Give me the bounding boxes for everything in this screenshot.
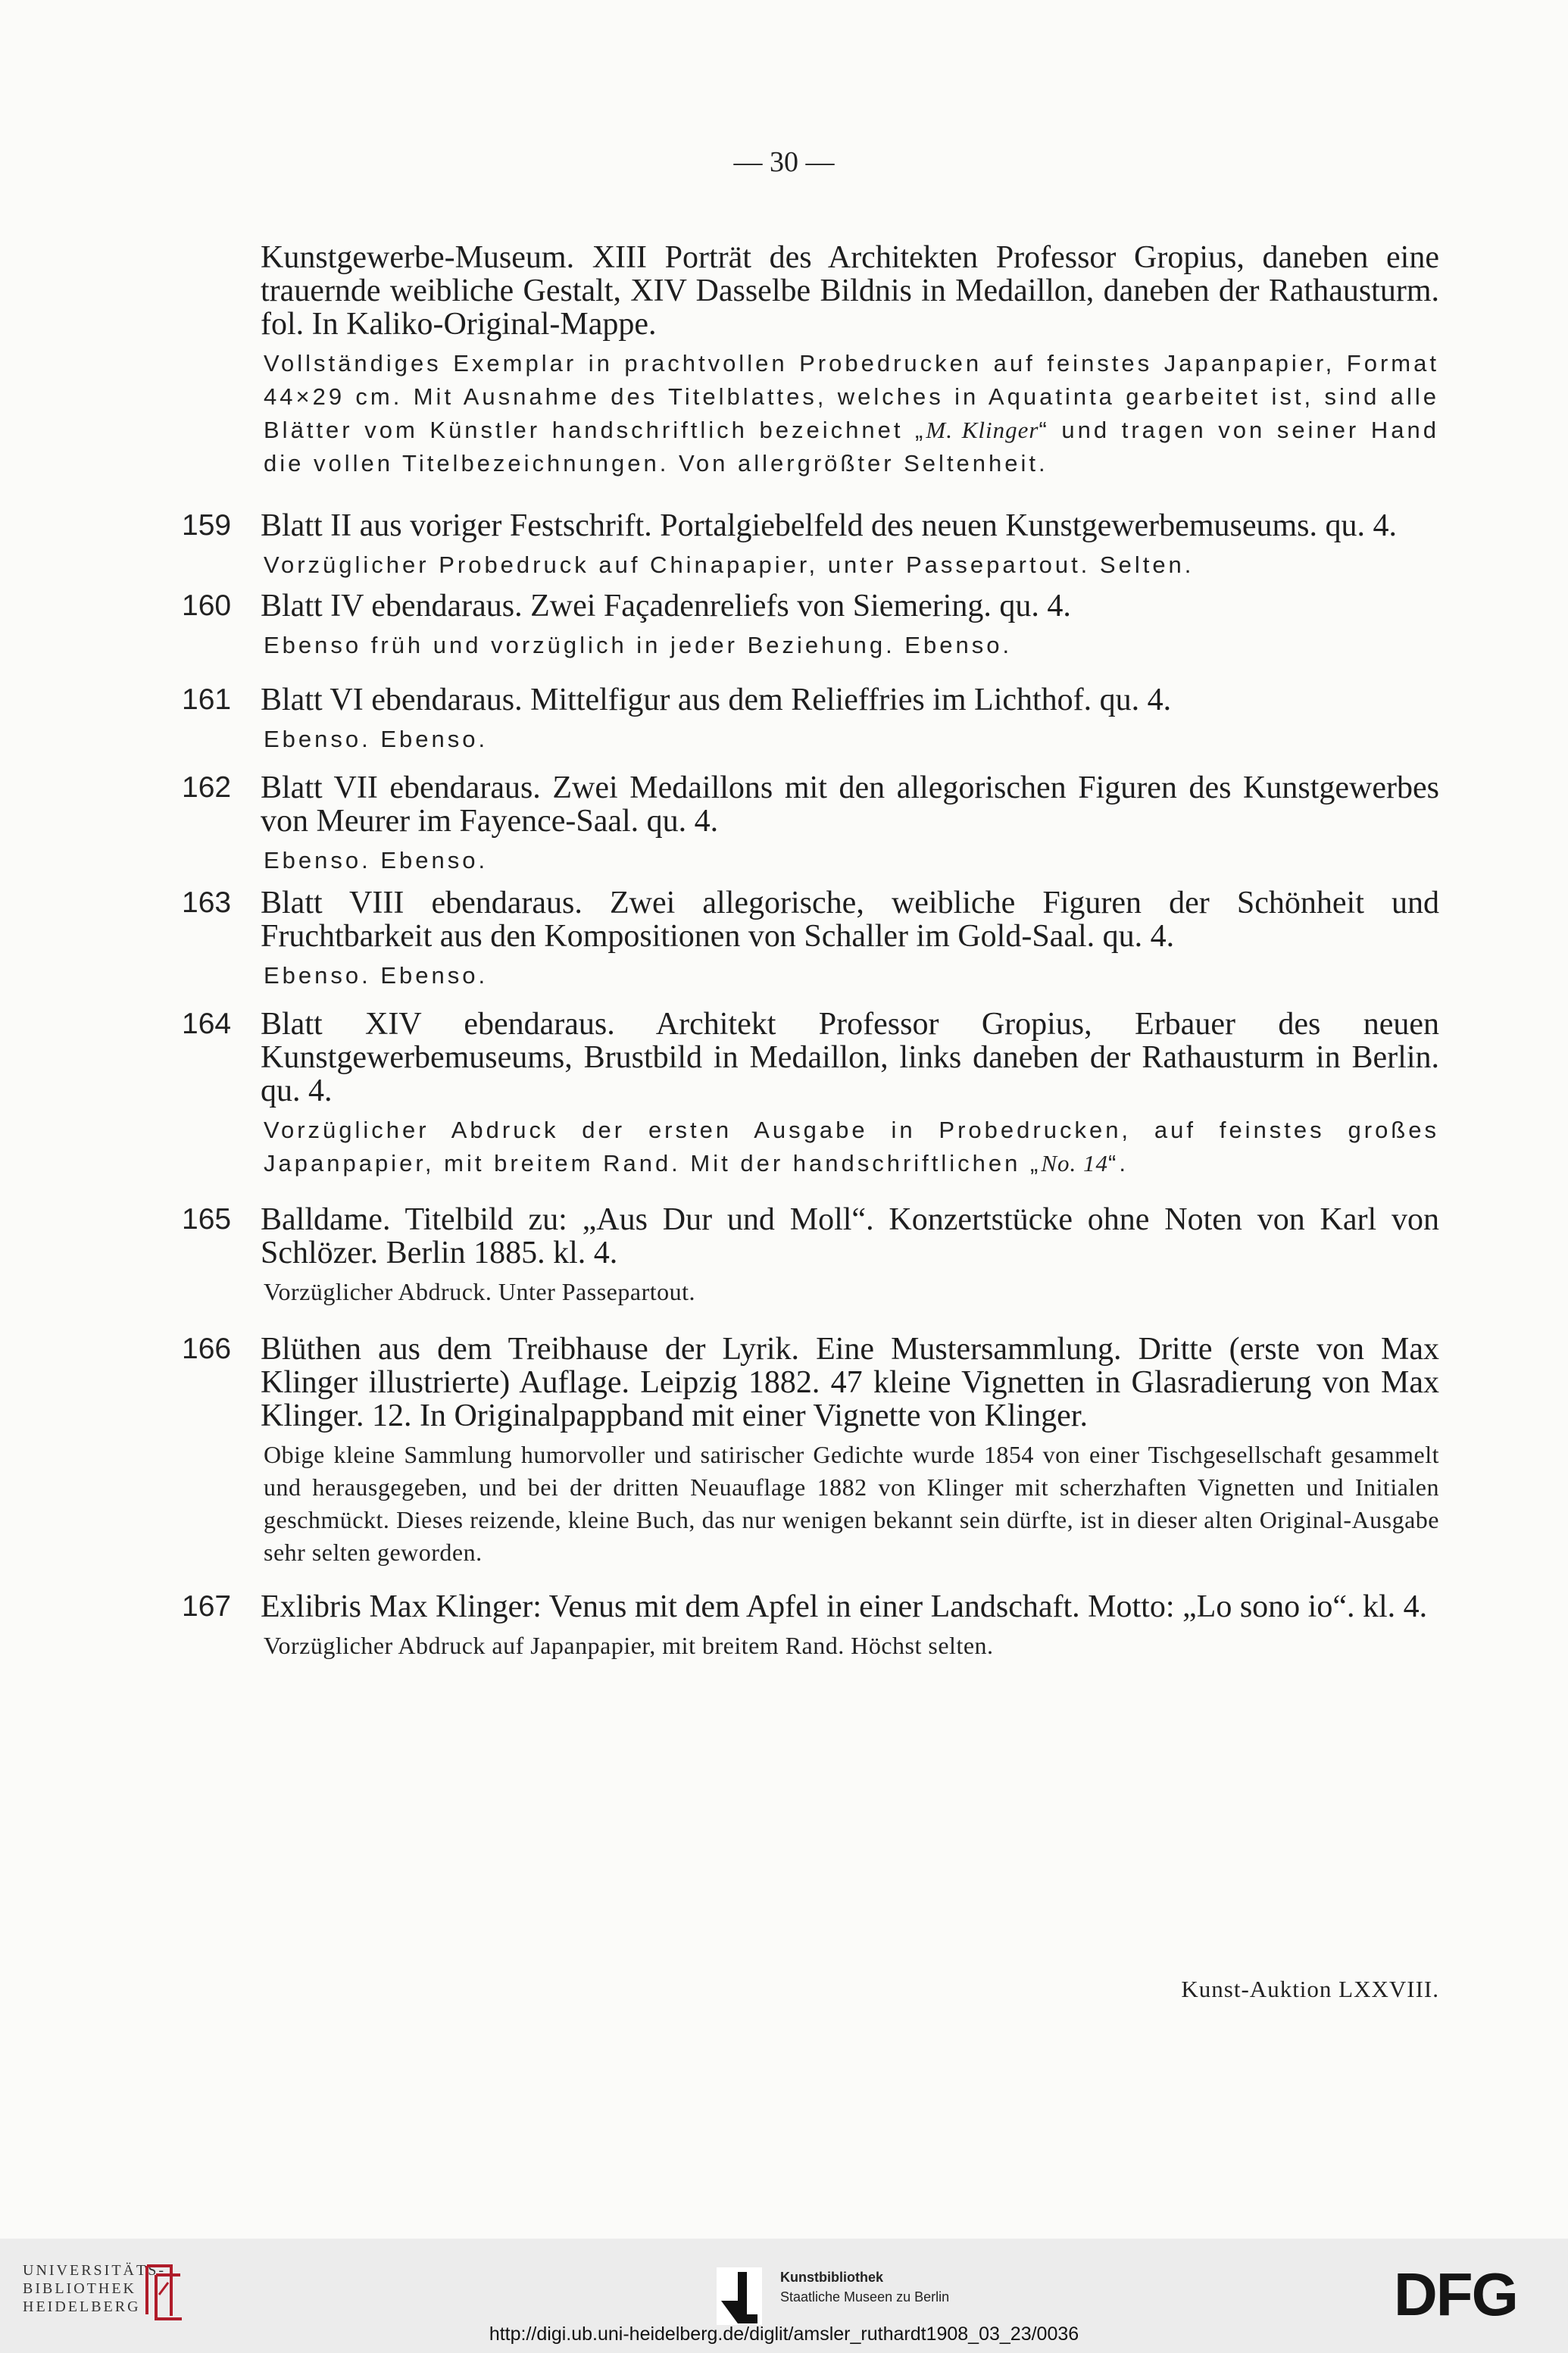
dfg-logo: DFG [1394,2261,1517,2328]
page-number: — 30 — [733,146,835,178]
intro-entry [182,241,1439,480]
entry-note: Ebenso. Ebenso. [264,962,489,989]
intro-note: Vollständiges Exemplar in prachtvollen Probedrucken auf feinstes Japanpapier, Format 44×29 cm. Mit Ausnahme des Titelblattes, welches in Aquatinta gearbeitet ist, sind alle Blätter vom Künstler handschriftlich bezeichnet „M. Klinger“ und tragen von seiner Hand die vollen Titelbezeichnungen. Von allergrößter Seltenheit. [264,350,1439,477]
entry-note: Ebenso früh und vorzüglich in jeder Beziehung. Ebenso. [264,632,1013,658]
entry-number: 167 [182,1590,232,1623]
entry-167 [182,1590,1439,1662]
entry-164 [182,1008,1439,1180]
entry-162 [182,771,1439,877]
entry-number: 165 [182,1203,232,1236]
entry-text: Balldame. Titelbild zu: „Aus Dur und Moll“. Konzertstücke ohne Noten von Karl von Schlözer. Berlin 1885. kl. 4. [261,1202,1439,1270]
catalog-text [182,241,1439,1662]
entry-text: Blatt VI ebendaraus. Mittelfigur aus dem Relieffries im Lichthof. qu. 4. [261,683,1172,717]
entry-number: 162 [182,771,232,804]
entry-number: 164 [182,1008,232,1040]
entry-number: 159 [182,509,232,542]
footer-bar [0,2239,1568,2353]
entry-163 [182,886,1439,992]
entry-160 [182,589,1439,662]
kunstbibliothek-logo-icon [717,2267,762,2325]
entry-number: 166 [182,1333,232,1365]
entry-note: Obige kleine Sammlung humorvoller und satirischer Gedichte wurde 1854 von einer Tischgesellschaft gesammelt und herausgegeben, und bei der dritten Neuauflage 1882 von Klinger mit scherzhaften Vignetten und Initialen geschmückt. Dieses reizende, kleine Buch, das nur wenigen bekannt sein dürfte, ist in dieser alten Original-Ausgabe sehr selten geworden. [264,1441,1439,1566]
entry-number: 163 [182,886,232,919]
entry-text: Blatt IV ebendaraus. Zwei Façadenreliefs von Siemering. qu. 4. [261,589,1071,623]
entry-text: Blatt VIII ebendaraus. Zwei allegorische, weibliche Figuren der Schönheit und Fruchtbarkeit aus den Kompositionen von Schaller im Gold-Saal. qu. 4. [261,886,1439,954]
entry-note: Ebenso. Ebenso. [264,726,489,752]
entry-number: 161 [182,683,232,716]
entry-text: Exlibris Max Klinger: Venus mit dem Apfel in einer Landschaft. Motto: „Lo sono io“. kl. 4. [261,1589,1428,1624]
entry-note: Vorzüglicher Abdruck auf Japanpapier, mit breitem Rand. Höchst selten. [264,1632,994,1659]
entry-text: Blatt II aus voriger Festschrift. Portalgiebelfeld des neuen Kunstgewerbemuseums. qu. 4. [261,508,1397,543]
intro-text: Kunstgewerbe-Museum. XIII Porträt des Architekten Professor Gropius, daneben eine trauernde weibliche Gestalt, XIV Dasselbe Bildnis in Medaillon, daneben der Rathausturm. fol. In Kaliko-Original-Mappe. [261,240,1439,342]
intro-note-signature: M. Klinger [926,417,1039,443]
entry-note: Vorzüglicher Probedruck auf Chinapapier, unter Passepartout. Selten. [264,552,1195,578]
entry-number: 160 [182,589,232,622]
kunstbibliothek-label: Kunstbibliothek Staatliche Museen zu Berlin [780,2270,950,2305]
entry-note-signature: No. 14 [1041,1150,1109,1176]
ub-heidelberg-logo-icon [141,2260,188,2322]
entry-159 [182,509,1439,582]
entry-note: Vorzüglicher Abdruck. Unter Passepartout. [264,1278,695,1305]
entry-166 [182,1333,1439,1569]
ub-heidelberg-label: UNIVERSITÄTS- BIBLIOTHEK HEIDELBERG [23,2262,166,2315]
permalink-url[interactable]: http://digi.ub.uni-heidelberg.de/diglit/amsler_ruthardt1908_03_23/0036 [489,2323,1079,2345]
entry-text: Blatt XIV ebendaraus. Architekt Professor Gropius, Erbauer des neuen Kunstgewerbemuseums, Brustbild in Medaillon, links daneben der Rathausturm in Berlin. qu. 4. [261,1007,1439,1108]
auction-signature: Kunst-Auktion LXXVIII. [1181,1976,1439,2002]
entry-text: Blüthen aus dem Treibhause der Lyrik. Eine Mustersammlung. Dritte (erste von Max Klinger illustrierte) Auflage. Leipzig 1882. 47 kleine Vignetten in Glasradierung von Max Klinger. 12. In Originalpappband mit einer Vignette von Klinger. [261,1332,1439,1433]
entry-note: Ebenso. Ebenso. [264,847,489,873]
entry-161 [182,683,1439,756]
entry-165 [182,1203,1439,1308]
entry-text: Blatt VII ebendaraus. Zwei Medaillons mit den allegorischen Figuren des Kunstgewerbes von Meurer im Fayence-Saal. qu. 4. [261,770,1439,839]
entry-note: Vorzüglicher Abdruck der ersten Ausgabe in Probedrucken, auf feinstes großes Japanpapier, mit breitem Rand. Mit der handschriftlichen „No. 14“. [264,1117,1439,1176]
